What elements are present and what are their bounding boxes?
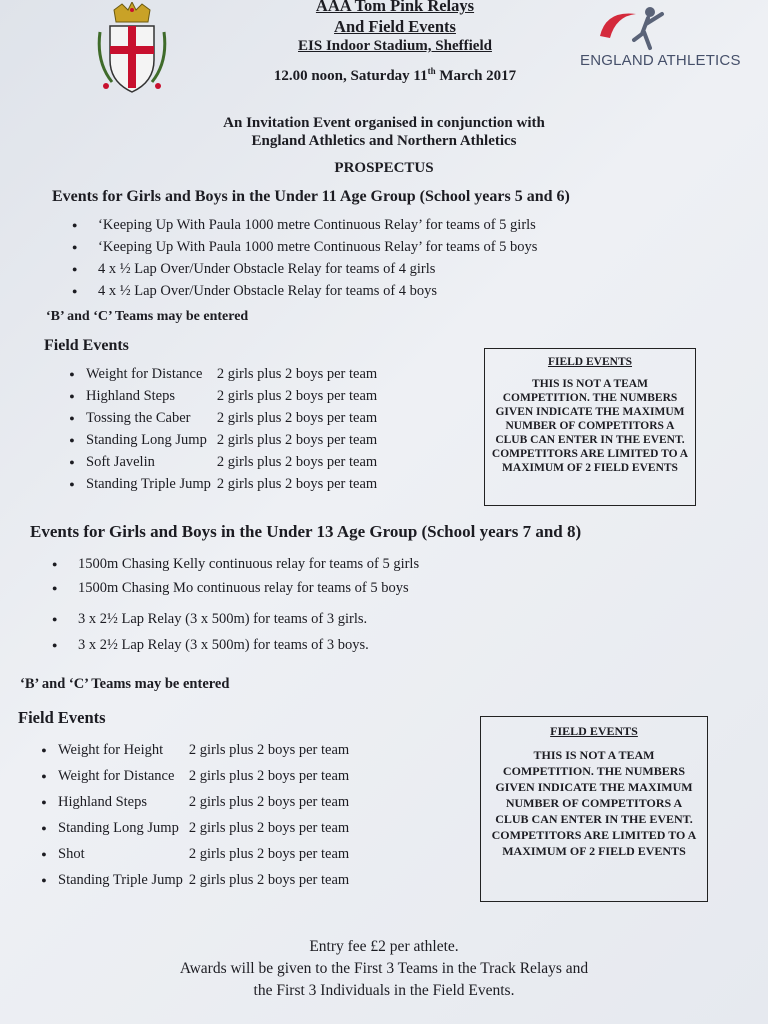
field-event-quota: 2 girls plus 2 boys per team xyxy=(216,365,378,382)
field-event-quota: 2 girls plus 2 boys per team xyxy=(188,819,350,836)
u11-track-events xyxy=(66,214,537,302)
field-event-quota: 2 girls plus 2 boys per team xyxy=(216,409,378,426)
field-event-quota: 2 girls plus 2 boys per team xyxy=(188,871,350,888)
event-date: 12.00 noon, Saturday 11th March 2017 xyxy=(273,66,517,84)
table-row: ● Highland Steps 2 girls plus 2 boys per team xyxy=(30,789,349,815)
u11-field-events-notice xyxy=(484,348,696,506)
list-item: ● 1500m Chasing Kelly continuous relay for teams of 5 girls xyxy=(46,552,419,576)
u11-heading: Events for Girls and Boys in the Under 11 Age Group (School years 5 and 6) xyxy=(52,188,570,205)
list-item: ● 3 x 2½ Lap Relay (3 x 500m) for teams of 3 girls. xyxy=(46,606,369,632)
list-item: ● 1500m Chasing Mo continuous relay for teams of 5 boys xyxy=(46,576,419,600)
venue: EIS Indoor Stadium, Sheffield xyxy=(298,38,492,54)
awards-line-2: the First 3 Individuals in the Field Events. xyxy=(253,982,515,999)
notice-title: FIELD EVENTS xyxy=(547,356,633,368)
list-item: ● 4 x ½ Lap Over/Under Obstacle Relay for teams of 4 girls xyxy=(66,258,537,280)
field-event-name: Weight for Distance xyxy=(86,365,203,382)
event-subtitle: And Field Events xyxy=(334,17,456,36)
table-row: ● Standing Long Jump 2 girls plus 2 boys per team xyxy=(58,429,377,451)
field-event-quota: 2 girls plus 2 boys per team xyxy=(188,741,350,758)
notice-text: THIS IS NOT A TEAM COMPETITION. THE NUMBERS GIVEN INDICATE THE MAXIMUM NUMBER OF COMPETITORS A CLUB CAN ENTER IN THE EVENT. COMPETITORS ARE LIMITED TO A MAXIMUM OF 2 FIELD EVENTS xyxy=(491,748,697,858)
table-row: ● Weight for Height 2 girls plus 2 boys per team xyxy=(30,737,349,763)
list-item: ● 3 x 2½ Lap Relay (3 x 500m) for teams of 3 boys. xyxy=(46,632,369,658)
field-event-quota: 2 girls plus 2 boys per team xyxy=(216,475,378,492)
field-event-quota: 2 girls plus 2 boys per team xyxy=(216,453,378,470)
u13-field-heading: Field Events xyxy=(18,708,106,727)
logo-text: ENGLAND ATHLETICS xyxy=(580,52,741,69)
u13-field-table xyxy=(30,737,349,893)
u11-field-table xyxy=(58,363,377,495)
field-event-name: Standing Triple Jump xyxy=(86,475,211,492)
table-row: ● Soft Javelin 2 girls plus 2 boys per team xyxy=(58,451,377,473)
u13-track-events-a xyxy=(46,552,419,600)
field-event-quota: 2 girls plus 2 boys per team xyxy=(216,431,378,448)
field-event-name: Soft Javelin xyxy=(86,453,155,470)
u11-field-heading: Field Events xyxy=(44,337,129,354)
notice-title: FIELD EVENTS xyxy=(550,724,638,738)
field-event-name: Standing Long Jump xyxy=(58,819,179,836)
table-row: ● Shot 2 girls plus 2 boys per team xyxy=(30,841,349,867)
list-item: ● ‘Keeping Up With Paula 1000 metre Continuous Relay’ for teams of 5 boys xyxy=(66,236,537,258)
table-row: ● Standing Triple Jump 2 girls plus 2 boys per team xyxy=(30,867,349,893)
intro-line-1: An Invitation Event organised in conjunction with xyxy=(223,115,545,131)
field-event-name: Weight for Height xyxy=(58,741,164,758)
table-row: ● Tossing the Caber 2 girls plus 2 boys per team xyxy=(58,407,377,429)
field-event-name: Standing Triple Jump xyxy=(58,871,183,888)
field-event-quota: 2 girls plus 2 boys per team xyxy=(188,767,350,784)
awards-line-1: Awards will be given to the First 3 Teams in the Track Relays and xyxy=(179,960,589,977)
u13-teams-note: ‘B’ and ‘C’ Teams may be entered xyxy=(20,676,230,692)
u13-track-events-b xyxy=(46,606,369,658)
u13-field-events-notice xyxy=(480,716,708,902)
table-row: ● Weight for Distance 2 girls plus 2 boys per team xyxy=(30,763,349,789)
field-event-quota: 2 girls plus 2 boys per team xyxy=(188,845,350,862)
event-title: AAA Tom Pink Relays xyxy=(315,0,475,15)
table-row: ● Weight for Distance 2 girls plus 2 boys per team xyxy=(58,363,377,385)
field-event-name: Highland Steps xyxy=(58,793,148,810)
field-event-name: Tossing the Caber xyxy=(86,409,191,426)
u11-teams-note: ‘B’ and ‘C’ Teams may be entered xyxy=(46,309,249,324)
u13-heading: Events for Girls and Boys in the Under 13 Age Group (School years 7 and 8) xyxy=(30,522,582,541)
field-event-quota: 2 girls plus 2 boys per team xyxy=(216,387,378,404)
intro-line-2: England Athletics and Northern Athletics xyxy=(251,133,517,149)
prospectus-heading: PROSPECTUS xyxy=(334,160,434,176)
notice-text: THIS IS NOT A TEAM COMPETITION. THE NUMBERS GIVEN INDICATE THE MAXIMUM NUMBER OF COMPETITORS A CLUB CAN ENTER IN THE EVENT. COMPETITORS ARE LIMITED TO A MAXIMUM OF 2 FIELD EVENTS xyxy=(491,378,689,474)
entry-fee: Entry fee £2 per athlete. xyxy=(309,938,459,955)
field-event-name: Highland Steps xyxy=(86,387,176,404)
field-event-quota: 2 girls plus 2 boys per team xyxy=(188,793,350,810)
table-row: ● Standing Long Jump 2 girls plus 2 boys per team xyxy=(30,815,349,841)
table-row: ● Highland Steps 2 girls plus 2 boys per team xyxy=(58,385,377,407)
field-event-name: Standing Long Jump xyxy=(86,431,207,448)
field-event-name: Weight for Distance xyxy=(58,767,175,784)
list-item: ● ‘Keeping Up With Paula 1000 metre Continuous Relay’ for teams of 5 girls xyxy=(66,214,537,236)
table-row: ● Standing Triple Jump 2 girls plus 2 boys per team xyxy=(58,473,377,495)
list-item: ● 4 x ½ Lap Over/Under Obstacle Relay for teams of 4 boys xyxy=(66,280,537,302)
field-event-name: Shot xyxy=(58,845,85,862)
crest-logo xyxy=(92,2,172,98)
